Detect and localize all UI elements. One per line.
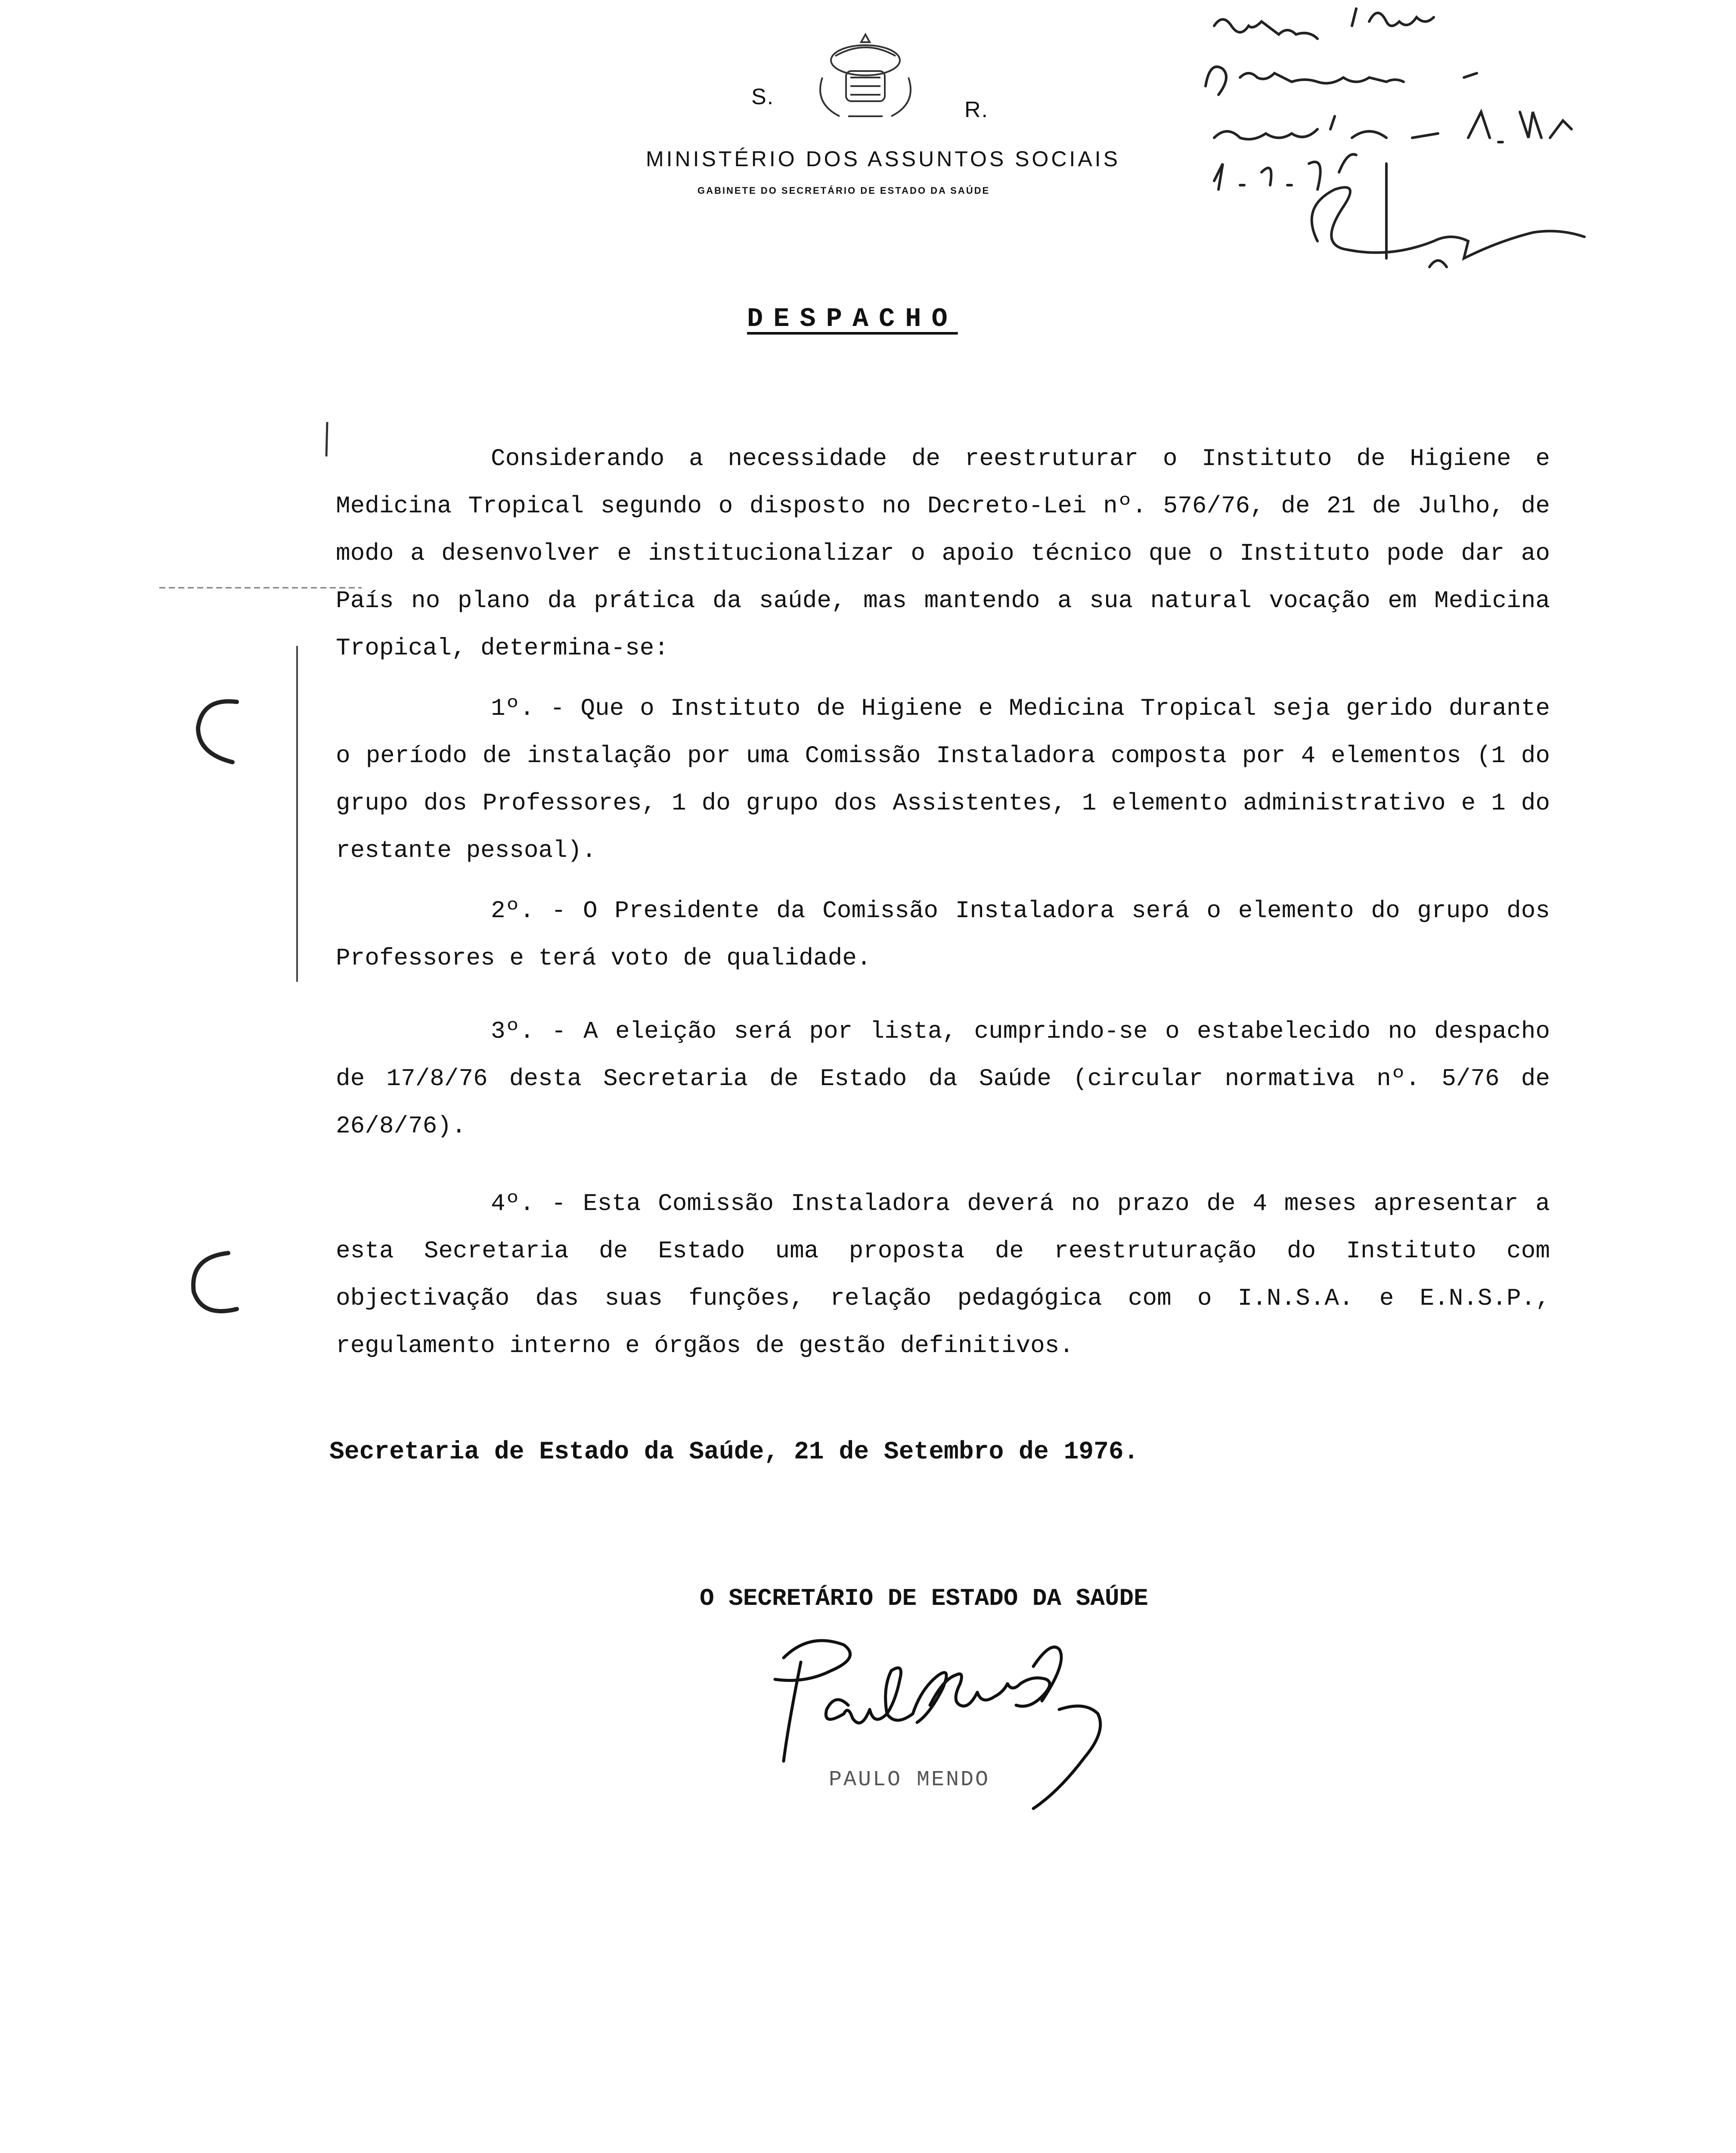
handwritten-annotation-icon <box>1188 0 1727 301</box>
punch-hole-icon <box>189 689 254 775</box>
place-and-date: Secretaria de Estado da Saúde, 21 de Setembro de 1976. <box>329 1438 1139 1466</box>
intro-paragraph: Considerando a necessidade de reestruturar o Instituto de Higiene e Medicina Tropical segundo o disposto no Decreto-Lei nº. 576/76, de 21 de Julho, de modo a desenvolver e institucionalizar o apoio técnico que o Instituto pode dar ao País no plano da prática da saúde, mas mantendo a sua natural vocação em Medicina Tropical, determina-se: <box>336 445 1550 662</box>
document-title: DESPACHO <box>747 304 958 334</box>
item-4-paragraph: 4º. - Esta Comissão Instaladora deverá no prazo de 4 meses apresentar a esta Secretaria de Estado uma proposta de reestruturação do Instituto com objectivação das suas funções, relação pedagógica com o I.N.S.A. e E.N.S.P., regulamento interno e órgãos de gestão definitivos. <box>336 1190 1550 1359</box>
header-right-letter: R. <box>964 97 989 122</box>
margin-line <box>293 646 301 982</box>
signer-title: O SECRETÁRIO DE ESTADO DA SAÚDE <box>700 1585 1148 1612</box>
item-1-paragraph: 1º. - Que o Instituto de Higiene e Medicina Tropical seja gerido durante o período de instalação por uma Comissão Instaladora composta por 4 elementos (1 do grupo dos Professores, 1 do grupo dos Assistentes, 1 elemento administrativo e 1 do restante pessoal). <box>336 695 1550 864</box>
ministry-name: MINISTÉRIO DOS ASSUNTOS SOCIAIS <box>646 147 1120 171</box>
signer-name: PAULO MENDO <box>829 1768 990 1792</box>
scan-artifact-line <box>159 583 362 592</box>
coat-of-arms-icon <box>797 30 934 125</box>
cabinet-name: GABINETE DO SECRETÁRIO DE ESTADO DA SAÚDE <box>698 185 990 196</box>
header-left-letter: S. <box>751 84 775 109</box>
item-3-paragraph: 3º. - A eleição será por lista, cumprindo-se o estabelecido no despacho de 17/8/76 desta Secretaria de Estado da Saúde (circular normativa nº. 5/76 de 26/8/76). <box>336 1018 1550 1140</box>
punch-hole-icon <box>185 1244 250 1331</box>
margin-tick <box>323 422 332 456</box>
item-2-paragraph: 2º. - O Presidente da Comissão Instaladora será o elemento do grupo dos Professores e terá voto de qualidade. <box>336 897 1550 972</box>
